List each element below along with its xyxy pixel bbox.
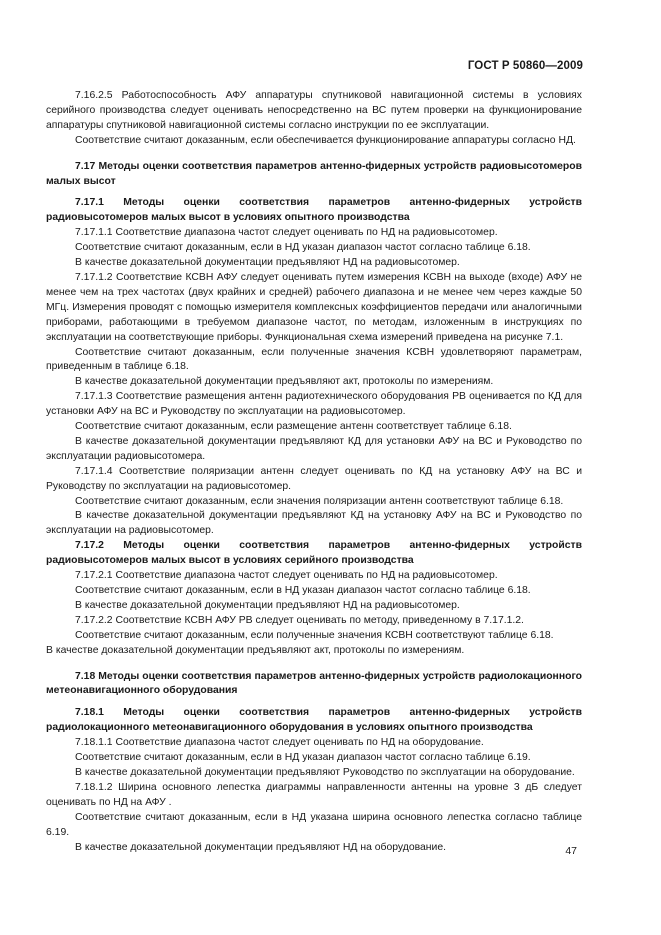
paragraph: Соответствие считают доказанным, если полученные значения КСВН удовлетворяют параметрам, приведенным в таблице 6.18.	[46, 346, 582, 373]
subsection-heading: 7.17.1 Методы оценки соответствия параметров антенно-фидерных устройств радиовысотомеров малых высот в условиях опытного производства	[46, 197, 582, 224]
paragraph: Соответствие считают доказанным, если значения поляризации антенн соответствуют таблице 6.18.	[75, 495, 564, 507]
subsection-heading: 7.18.1 Методы оценки соответствия параметров антенно-фидерных устройств радиолокационного метеонавигационного оборудования в условиях опытного производства	[46, 707, 582, 734]
paragraph: 7.17.1.1 Соответствие диапазона частот следует оценивать по НД на радиовысотомер.	[75, 227, 498, 239]
paragraph: 7.18.1.1 Соответствие диапазона частот следует оценивать по НД на оборудование.	[75, 737, 484, 749]
paragraph: В качестве доказательной документации предъявляют акт, протоколы по измерениям.	[75, 376, 494, 388]
page-number: 47	[565, 845, 577, 857]
paragraph: 7.18.1.2 Ширина основного лепестка диаграммы направленности антенны на уровне 3 дБ следует оценивать по НД на АФУ .	[46, 781, 582, 808]
paragraph: Соответствие считают доказанным, если в НД указан диапазон частот согласно таблице 6.18.	[75, 585, 531, 596]
paragraph: Соответствие считают доказанным, если в НД указан диапазон частот согласно таблице 6.19.	[75, 752, 531, 764]
paragraph: Соответствие считают доказанным, если обеспечивается функционирование аппаратуры согласно НД.	[75, 134, 576, 146]
section-heading: 7.17 Методы оценки соответствия параметров антенно-фидерных устройств радиовысотомеров малых высот	[46, 160, 582, 187]
paragraph: В качестве доказательной документации предъявляют акт, протоколы по измерениям.	[46, 644, 465, 656]
paragraph: 7.17.2.2 Соответствие КСВН АФУ РВ следует оценивать по методу, приведенному в 7.17.1.2.	[75, 614, 524, 626]
paragraph: В качестве доказательной документации предъявляют НД на радиовысотомер.	[75, 257, 460, 269]
paragraph: Соответствие считают доказанным, если в НД указана ширина основного лепестка согласно таблице 6.19.	[46, 811, 582, 838]
section-heading: 7.18 Методы оценки соответствия параметров антенно-фидерных устройств радиолокационного метеонавигационного оборудования	[46, 670, 582, 697]
paragraph: Соответствие считают доказанным, если размещение антенн соответствует таблице 6.18.	[75, 421, 512, 433]
paragraph: 7.17.1.2 Соответствие КСВН АФУ следует оценивать путем измерения КСВН на выходе (входе) АФУ не менее чем на трех частотах (двух крайних и средней) рабочего диапазона и не менее чем через каждые 50 МГц. Измерения проводят с помощью измерителя комплексных коэффициентов передачи или аналогичными приборами, работающими в требуемом диапазоне частот, по методам, изложенным в инструкциях по эксплуатации на соответствующие приборы. Функциональная схема измерений приведена на рисунке 7.1.	[46, 271, 582, 343]
paragraph: 7.17.1.3 Соответствие размещения антенн радиотехнического оборудования РВ оценивается по КД для установки АФУ на ВС и Руководству по эксплуатации на радиовысотомер.	[46, 391, 582, 418]
subsection-heading: 7.17.2 Методы оценки соответствия параметров антенно-фидерных устройств радиовысотомеров малых высот в условиях серийного производства	[46, 540, 582, 567]
paragraph: В качестве доказательной документации предъявляют НД на радиовысотомер.	[75, 599, 460, 611]
standard-header: ГОСТ Р 50860—2009	[467, 60, 583, 72]
paragraph: В качестве доказательной документации предъявляют НД на оборудование.	[75, 841, 446, 853]
paragraph: 7.16.2.5 Работоспособность АФУ аппаратуры спутниковой навигационной системы в условиях серийного производства следует оценивать непосредственно на ВС путем проверки на функционирование аппаратуры спутниковой навигационной системы согласно инструкции по ее эксплуатации.	[46, 90, 582, 131]
paragraph: В качестве доказательной документации предъявляют Руководство по эксплуатации на оборудование.	[75, 766, 575, 778]
paragraph: 7.17.1.4 Соответствие поляризации антенн следует оценивать по КД на установку АФУ на ВС и Руководству по эксплуатации на радиовысотомер.	[46, 465, 582, 492]
paragraph: Соответствие считают доказанным, если в НД указан диапазон частот согласно таблице 6.18.	[75, 242, 531, 254]
paragraph: 7.17.2.1 Соответствие диапазона частот следует оценивать по НД на радиовысотомер.	[75, 570, 498, 582]
paragraph: В качестве доказательной документации предъявляют КД для установки АФУ на ВС и Руководство по эксплуатации радиовысотомера.	[46, 435, 582, 462]
paragraph: Соответствие считают доказанным, если полученные значения КСВН соответствуют таблице 6.18.	[75, 629, 554, 641]
paragraph: В качестве доказательной документации предъявляют КД на установку АФУ на ВС и Руководство по эксплуатации на радиовысотомер.	[46, 510, 582, 537]
document-body	[46, 89, 582, 855]
